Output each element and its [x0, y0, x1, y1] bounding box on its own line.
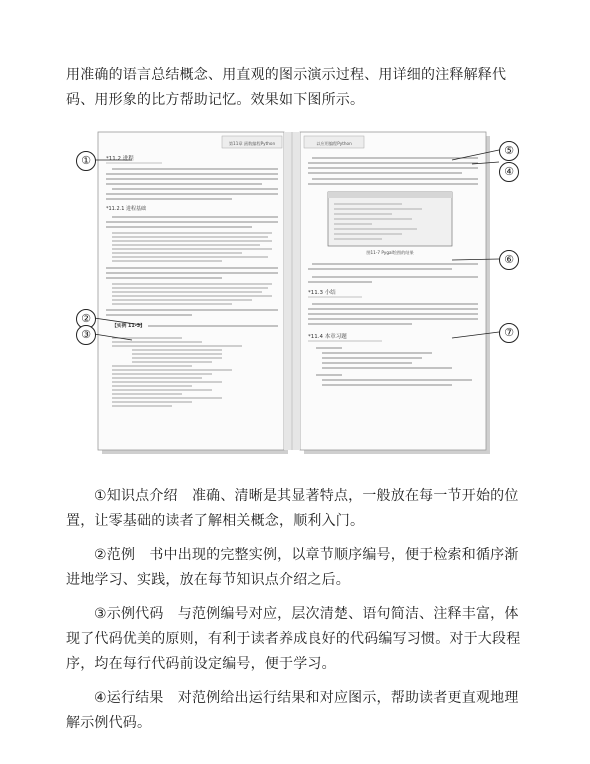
desc-example: ②范例 书中出现的完整实例，以章节顺序编号，便于检索和循序渐进地学习、实践，放在每节知识点介绍之后。	[66, 547, 519, 588]
callout-7: ⑦	[499, 323, 519, 343]
summary-section-title: *11.3 小结	[308, 290, 336, 296]
desc-knowledge-point: ①知识点介绍 准确、清晰是其显著特点，一般放在每一节开始的位置，让零基础的读者了解相关概念，顺利入门。	[66, 488, 519, 529]
right-page-header: 以应用编程Python	[316, 141, 352, 146]
figure-caption: 图11-7 Pygal绘图的结果	[366, 250, 414, 255]
callout-3: ③	[76, 325, 96, 345]
callout-6: ⑥	[499, 250, 519, 270]
left-subsection-title: *11.2.1 进程基础	[106, 206, 146, 212]
callout-2: ②	[76, 309, 96, 329]
callout-5: ⑤	[499, 141, 519, 161]
left-section-title: *11.2 进程	[106, 156, 134, 162]
callout-1: ①	[76, 151, 96, 171]
book-spread-figure	[72, 122, 520, 454]
desc-sample-code: ③示例代码 与范例编号对应，层次清楚、语句简洁、注释丰富，体现了代码优美的原则，有利于读者养成良好的代码编写习惯。对于大段程序，均在每行代码前设定编号，便于学习。	[66, 606, 521, 672]
exercise-section-title: *11.4 本章习题	[308, 334, 347, 340]
desc-run-result: ④运行结果 对范例给出运行结果和对应图示，帮助读者更直观地理解示例代码。	[66, 690, 519, 731]
example-label: 【实例 11-3】	[112, 324, 145, 329]
callout-4: ④	[499, 162, 519, 182]
intro-paragraph: 用准确的语言总结概念、用直观的图示演示过程、用详细的注释解释代码、用形象的比方帮助记忆。效果如下图所示。	[66, 67, 507, 108]
left-page-header: 第11章 函数编程Python	[228, 141, 276, 146]
